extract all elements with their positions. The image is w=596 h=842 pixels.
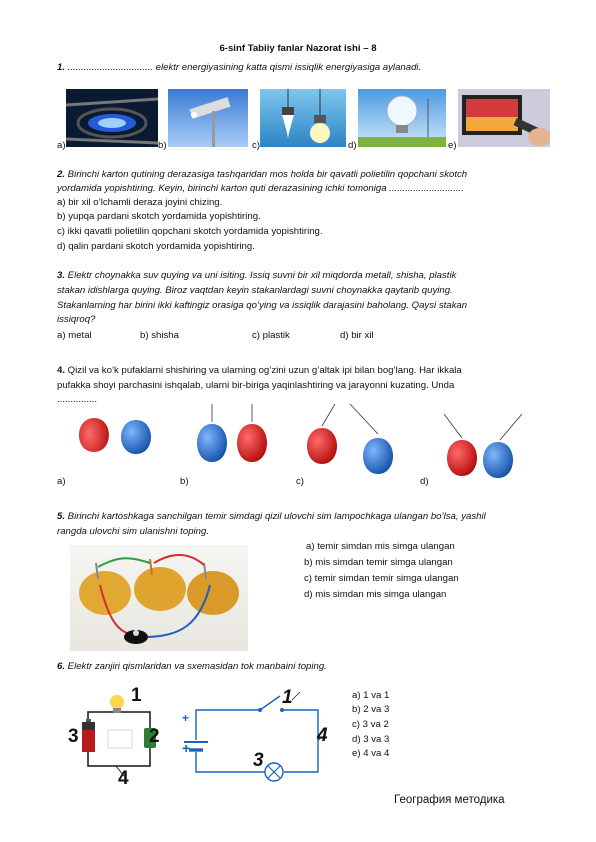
left-number-3: 3: [68, 726, 79, 747]
page-title: 6-sinf Tabiiy fanlar Nazorat ishi – 8: [219, 43, 377, 54]
left-number-2: 2: [149, 726, 160, 747]
plus-sign: +: [182, 711, 190, 725]
question-2-line2: yordamida yopishtiring. Keyin, birinchi karton quti derazasining ichki tomoniga ............................: [57, 183, 464, 194]
question-4-line3: ...............: [57, 394, 97, 405]
light-bulbs-image: [260, 89, 346, 147]
question-3-line3: Stakanlarning har birini ikki kaftingiz orasiga qo’ying va issiqlik darajasini baholang. Qaysi stakan: [57, 300, 468, 311]
q1-label-a: a): [57, 140, 66, 151]
q4-label-d: d): [420, 476, 429, 487]
question-1-text: ................................ elektr energiyasining katta qismi issiqlik energiyasiga aylanadi.: [65, 62, 422, 73]
question-2-line1: [57, 168, 467, 182]
potato-battery-image: [70, 545, 248, 651]
q1-label-d: d): [348, 140, 357, 151]
bulb-icon: [110, 695, 124, 709]
right-number-3: 3: [253, 750, 264, 771]
q2-option-c: c) ikki qavatli polietilin qopchani skotch yordamida yopishtiring.: [57, 226, 323, 237]
circuit-frame: [88, 712, 150, 766]
plus-sign-lower: +: [182, 740, 191, 756]
question-4-line1: [57, 364, 462, 378]
left-number-1: 1: [131, 685, 142, 706]
q6-option-e: e) 4 va 4: [352, 748, 390, 759]
q2-option-b: b) yupqa pardani skotch yordamida yopishtiring.: [57, 211, 261, 222]
q3-option-a: a) metal: [57, 330, 92, 341]
q1-label-c: c): [252, 140, 260, 151]
q6-option-d: d) 3 va 3: [352, 734, 390, 745]
q2-option-d: d) qalin pardani skotch yordamida yopishtiring.: [57, 241, 255, 252]
balloons-illustration: [60, 404, 550, 486]
balloon-pair-b: [197, 404, 267, 462]
question-1: [57, 61, 421, 75]
question-1-number: 1.: [57, 62, 66, 73]
solar-street-lamp-image: [168, 89, 248, 147]
question-5-line2: rangda ulovchi sim ulanishni toping.: [57, 526, 209, 537]
balloon-pair-d: [444, 414, 522, 478]
q5-option-b: b) mis simdan temir simga ulangan: [304, 557, 453, 568]
question-2-number: 2.: [57, 169, 66, 180]
right-number-4: 4: [317, 725, 328, 746]
question-4-number: 4.: [57, 365, 66, 376]
q4-label-b: b): [180, 476, 189, 487]
q2-option-a: a) bir xil o’lchamli deraza joyini chizing.: [57, 197, 223, 208]
question-5-number: 5.: [57, 511, 66, 522]
q5-option-d: d) mis simdan mis simga ulangan: [304, 589, 447, 600]
question-6-text: Elektr zanjiri qismlaridan va sxemasidan tok manbaini toping.: [65, 661, 327, 672]
gas-stove-image: [66, 89, 158, 147]
tv-remote-image: [458, 89, 550, 147]
question-3-number: 3.: [57, 270, 66, 281]
q6-option-c: c) 3 va 2: [352, 719, 389, 730]
q3-option-d: d) bir xil: [340, 330, 374, 341]
q4-label-a: a): [57, 476, 66, 487]
bulb-landscape-image: [358, 89, 446, 147]
right-number-1: 1: [282, 687, 293, 708]
left-number-4: 4: [118, 768, 129, 789]
switch-symbol: [260, 696, 280, 710]
balloon-pair-c: [307, 404, 393, 474]
question-5-line1: [57, 510, 486, 524]
balloon-pair-a: [79, 418, 151, 464]
footer-text: География методика: [394, 794, 505, 806]
q1-label-b: b): [158, 140, 167, 151]
q4-label-c: c): [296, 476, 304, 487]
q6-option-a: a) 1 va 1: [352, 690, 390, 701]
question-6: [57, 660, 327, 674]
question-3-line1: [57, 269, 456, 283]
q5-option-a: a) temir simdan mis simga ulangan: [306, 541, 455, 552]
q3-option-b: b) shisha: [140, 330, 179, 341]
question-3-line4: issiqroq?: [57, 314, 96, 325]
q5-option-c: c) temir simdan temir simga ulangan: [304, 573, 459, 584]
question-4-line2: pufakka shoyi parchasini ishqalab, ularni bir-biriga yaqinlashtiring va jarayonni kuzating. Unda: [57, 380, 455, 391]
question-3-line2: stakan idishlarga quying. Biroz vaqtdan keyin stakanlardagi suvni choynakka qaytarib quying.: [57, 285, 453, 296]
q6-option-b: b) 2 va 3: [352, 704, 390, 715]
question-6-number: 6.: [57, 661, 66, 672]
question-2-text: Birinchi karton qutining derazasiga tashqaridan mos holda bir qavatli polietilin qopchani skotch: [65, 169, 468, 180]
q3-option-c: c) plastik: [252, 330, 290, 341]
question-4-text: Qizil va ko’k pufaklarni shishiring va ularning og’zini uzun g’altak ipi bilan bog’lang. Har ikkala: [65, 365, 462, 376]
circuit-schematic-diagram: [176, 684, 336, 788]
question-3-text: Elektr choynakka suv quying va uni isiting. Issiq suvni bir xil miqdorda metall, shisha, plastik: [65, 270, 457, 281]
question-5-text: Birinchi kartoshkaga sanchilgan temir simdagi qizil ulovchi sim lampochkaga ulangan bo’lsa, yashil: [65, 511, 486, 522]
q1-label-e: e): [448, 140, 457, 151]
